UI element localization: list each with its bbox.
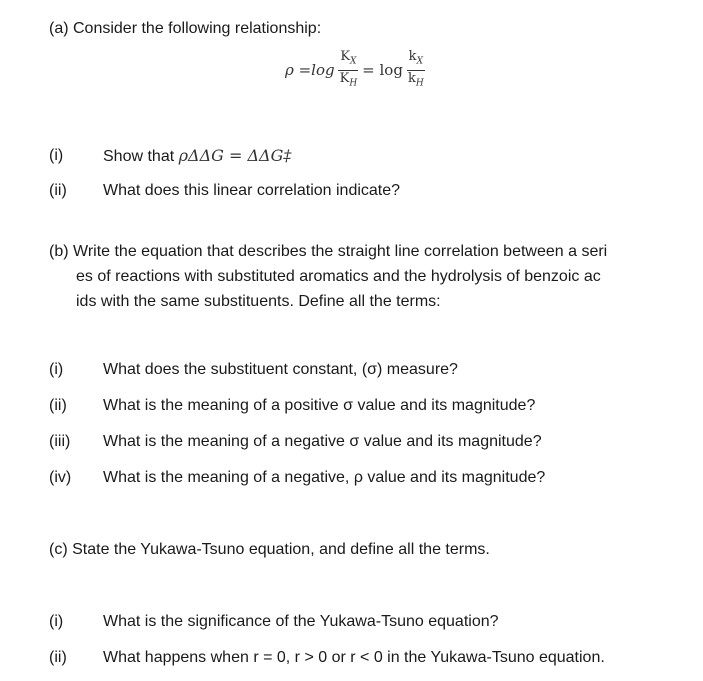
part-a-heading: (a) Consider the following relationship: [49,20,322,37]
part-a-item-1-text: Show that [103,148,175,165]
part-c-item-1-number: (i) [49,613,64,630]
formula-lhs: ρ =log [285,61,335,79]
part-c-item-2-number: (ii) [49,649,67,666]
frac2-denominator: k [407,70,416,86]
part-a-item-2-text: What does this linear correlation indicate? [103,182,401,199]
frac2-numerator-sub: X [416,56,423,67]
part-c-item-1-text: What is the significance of the Yukawa-Tsuno equation? [103,613,499,630]
part-b-line-2: es of reactions with substituted aromatics and the hydrolysis of benzoic ac [76,268,601,285]
part-b-item-2-text: What is the meaning of a positive σ value and its magnitude? [103,397,536,414]
part-b-item-3-text: What is the meaning of a negative σ value and its magnitude? [103,433,542,450]
frac1-denominator-sub: H [349,78,358,89]
part-b-item-4-text: What is the meaning of a negative, ρ value and its magnitude? [103,469,546,486]
frac1-numerator-sub: X [350,56,357,67]
part-b-line-3: ids with the same substituents. Define all the terms: [76,293,441,310]
part-b-item-1-text: What does the substituent constant, (σ) measure? [103,361,458,378]
formula-fraction-1 [338,49,360,91]
part-a-item-2-number: (ii) [49,182,67,199]
rho-formula [285,48,429,92]
part-b-item-2-number: (ii) [49,397,67,414]
formula-eq: = log [362,61,403,79]
part-b-line-1: (b) Write the equation that describes the straight line correlation between a seri [49,243,608,260]
part-b-item-1-number: (i) [49,361,64,378]
frac2-denominator-sub: H [415,78,424,89]
part-c-item-2-text: What happens when r = 0, r > 0 or r < 0 in the Yukawa-Tsuno equation. [103,649,605,666]
part-b-item-4-number: (iv) [49,469,72,486]
part-b-item-3-number: (iii) [49,433,71,450]
part-b-paragraph [49,239,674,314]
frac1-numerator: K [340,48,351,64]
formula-fraction-2 [406,49,426,91]
part-a-item-1 [103,146,291,167]
part-a-item-1-number: (i) [49,147,64,164]
frac1-denominator: K [339,70,350,86]
part-a-item-1-math: ρΔΔG = ΔΔG‡ [178,146,292,165]
frac2-numerator: k [408,48,417,64]
part-c-heading: (c) State the Yukawa-Tsuno equation, and define all the terms. [49,541,490,558]
